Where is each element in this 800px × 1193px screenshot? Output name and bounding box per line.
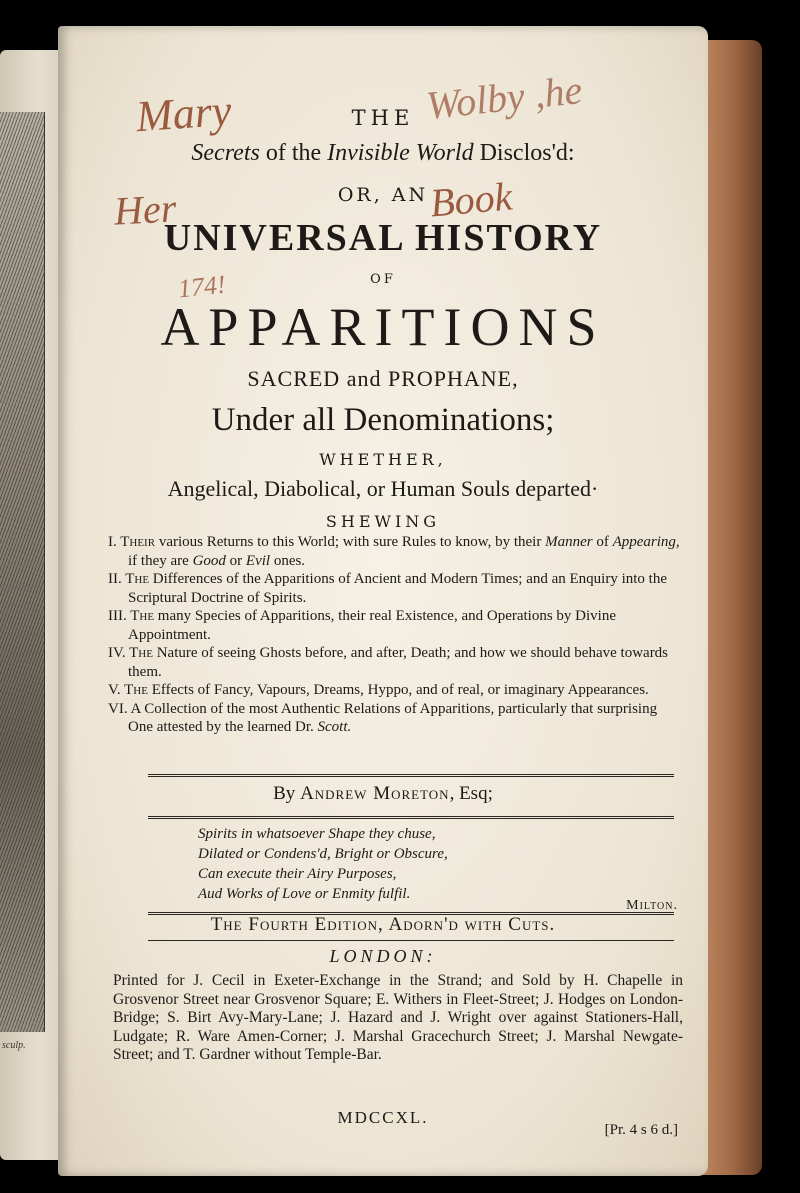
imprint-city: LONDON: [329,946,437,966]
epigraph-line: Spirits in whatsoever Shape they chuse, [198,826,436,842]
imprint-price: [Pr. 4 s 6 d.] [604,1122,678,1138]
imprint-text: Printed for J. Cecil in Exeter-Exchange in the Strand; and Sold by H. Chapelle in Grosvenor Street near Grosvenor Square; E. Withers in Fleet-Street; J. Hodges on London-Bridge; S. Birt Avy-Mary-Lane; J. Hazard and J. Wright over against Stationers-Hall, Ludgate; R. Ware Amen-Corner; J. Marshal Gracechurch Street; J. Marshal Newgate-Street; and T. Gardner without Temple-Bar. [113,972,683,1063]
list-item: IV. The Nature of seeing Ghosts before, and after, Death; and how we should behave towards them. [108,645,669,680]
epigraph-line: Dilated or Condens'd, Bright or Obscure, [198,846,448,862]
title-the: THE [351,106,415,130]
list-item: VI. A Collection of the most Authentic Relations of Apparitions, particularly that surprising One attested by the learned Dr. Scott. [108,700,658,735]
author-suffix: , Esq; [449,783,493,804]
author-name: Andrew Moreton [300,783,450,804]
title-secrets-line [58,140,708,167]
title-whether: WHETHER, [319,450,447,469]
facing-page [0,50,64,1160]
divider-rule [148,940,674,941]
title-angelical: Angelical, Diabolical, or Human Souls departed· [167,476,599,501]
title-sacred-prophane: SACRED and PROPHANE, [247,366,519,391]
list-item: II. The Differences of the Apparitions of Ancient and Modern Times; and an Enquiry into the Scriptural Doctrine of Spirits. [108,571,668,606]
edition-line: The Fourth Edition, Adorn'd with Cuts. [210,914,556,935]
title-shewing: SHEWING [325,512,441,531]
title-invisible-world: Invisible World [327,140,474,166]
title-disclosd: Disclos'd: [473,140,575,166]
title-universal-history: UNIVERSAL HISTORY [163,217,603,259]
list-item: III. The many Species of Apparitions, their real Existence, and Operations by Divine Appointment. [108,608,617,643]
title-of: OF [370,272,396,287]
divider-rule [148,816,674,819]
epigraph-line: Aud Works of Love or Enmity fulfil. [198,886,411,902]
handwriting-surname: Wolby ,he [424,66,585,129]
frontispiece-engraving [0,112,45,1032]
epigraph-line: Can execute their Airy Purposes, [198,866,397,882]
list-item: I. Their various Returns to this World; with sure Rules to know, by their Manner of Appearing, if they are Good or Evil ones. [108,534,680,569]
author-line [58,783,708,805]
title-page [58,26,708,1176]
handwriting-her: Her [112,185,178,234]
title-secrets-word: Secrets [191,140,260,166]
engraving-signature: sculp. [2,1040,26,1051]
imprint-year: MDCCXL. [337,1108,429,1127]
epigraph [198,824,678,904]
contents-list [108,533,683,737]
title-of-the: of the [259,140,328,166]
title-apparitions: APPARITIONS [160,297,606,357]
title-or-an: OR, AN [337,184,429,206]
author-by: By [273,783,301,804]
handwriting-date: 174! [176,269,228,304]
list-item: V. The Effects of Fancy, Vapours, Dreams, Hyppo, and of real, or imaginary Appearances. [108,682,649,698]
handwriting-mary: Mary [134,85,233,142]
divider-rule [148,774,674,777]
handwriting-book: Book [428,173,514,226]
title-under-all: Under all Denominations; [211,402,555,438]
epigraph-attribution: Milton. [626,898,678,913]
